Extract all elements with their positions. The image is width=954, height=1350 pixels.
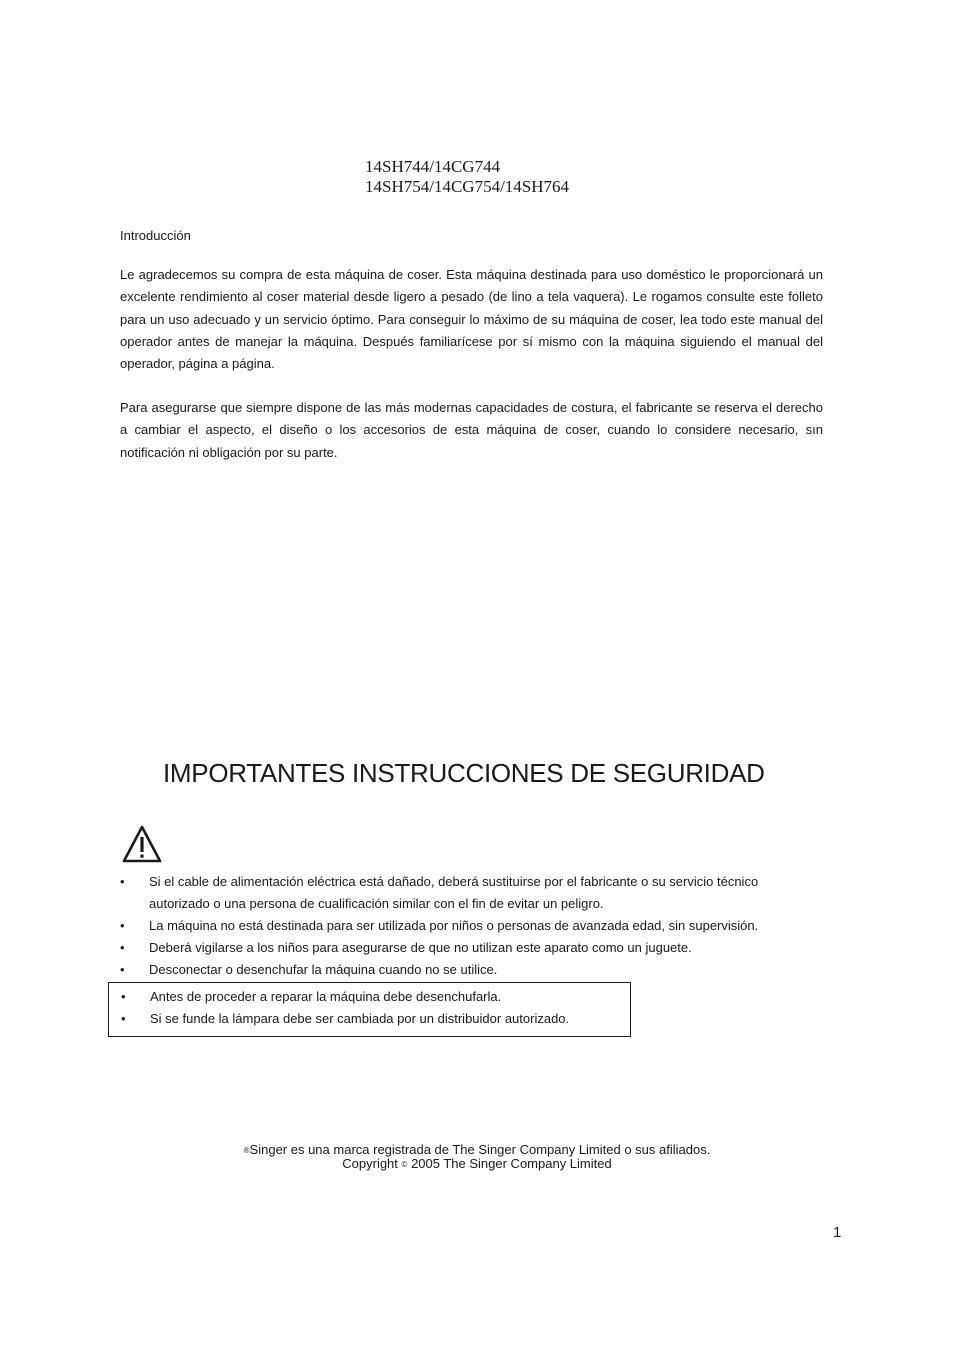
- copyright-line: [0, 1157, 954, 1171]
- safety-item: • Si el cable de alimentación eléctrica está dañado, deberá sustituirse por el fabricante o su servicio técnico autorizado o una persona de cualificación similar con el fin de evitar un peligro.: [120, 871, 820, 915]
- copyright-text: 2005 The Singer Company Limited: [411, 1156, 612, 1171]
- footer: [0, 1143, 954, 1171]
- boxed-safety-notes: [108, 982, 631, 1037]
- registered-mark: ®: [243, 1146, 250, 1155]
- intro-paragraph-2: Para asegurarse que siempre dispone de las más modernas capacidades de costura, el fabricante se reserva el derecho a cambiar el aspecto, el diseño o los accesorios de esta máquina de coser, cuando lo considere necesario, sın notificación ni obligación por su parte.: [120, 400, 823, 460]
- copyright-mark: ©: [401, 1160, 408, 1169]
- boxed-safety-item: • Si se funde la lámpara debe ser cambiada por un distribuidor autorizado.: [121, 1008, 630, 1030]
- copyright-prefix: Copyright: [342, 1156, 398, 1171]
- intro-heading: Introducción: [120, 228, 191, 243]
- safety-item: • Desconectar o desenchufar la máquina cuando no se utilice.: [120, 959, 820, 981]
- model-line-2: 14SH754/14CG754/14SH764: [365, 177, 570, 196]
- boxed-safety-item: • Antes de proceder a reparar la máquina debe desenchufarla.: [121, 986, 630, 1008]
- warning-triangle-icon: [121, 824, 163, 864]
- safety-title: IMPORTANTES INSTRUCCIONES DE SEGURIDAD: [163, 758, 765, 788]
- intro-paragraph-1: Le agradecemos su compra de esta máquina de coser. Esta máquina destinada para uso doméstico le proporcionará un excelente rendimiento al coser material desde ligero a pesado (de lino a tela vaquera). Le rogamos consulte este folleto para un uso adecuado y un servicio óptimo. Para conseguir lo máximo de su máquina de coser, lea todo este manual del operador antes de manejar la máquina. Después familiarícese por sí mismo con la máquina siguiendo el manual del operador, página a página.: [120, 267, 823, 372]
- safety-item: • Deberá vigilarse a los niños para asegurarse de que no utilizan este aparato como un juguete.: [120, 937, 820, 959]
- model-line-1: 14SH744/14CG744: [365, 157, 501, 176]
- trademark-text: Singer es una marca registrada de The Singer Company Limited o sus afiliados.: [249, 1142, 711, 1157]
- safety-item: • La máquina no está destinada para ser utilizada por niños o personas de avanzada edad, sin supervisión.: [120, 915, 820, 937]
- model-numbers: [365, 157, 569, 197]
- trademark-line: [0, 1143, 954, 1157]
- safety-list: [120, 871, 820, 981]
- page-number: 1: [833, 1224, 842, 1241]
